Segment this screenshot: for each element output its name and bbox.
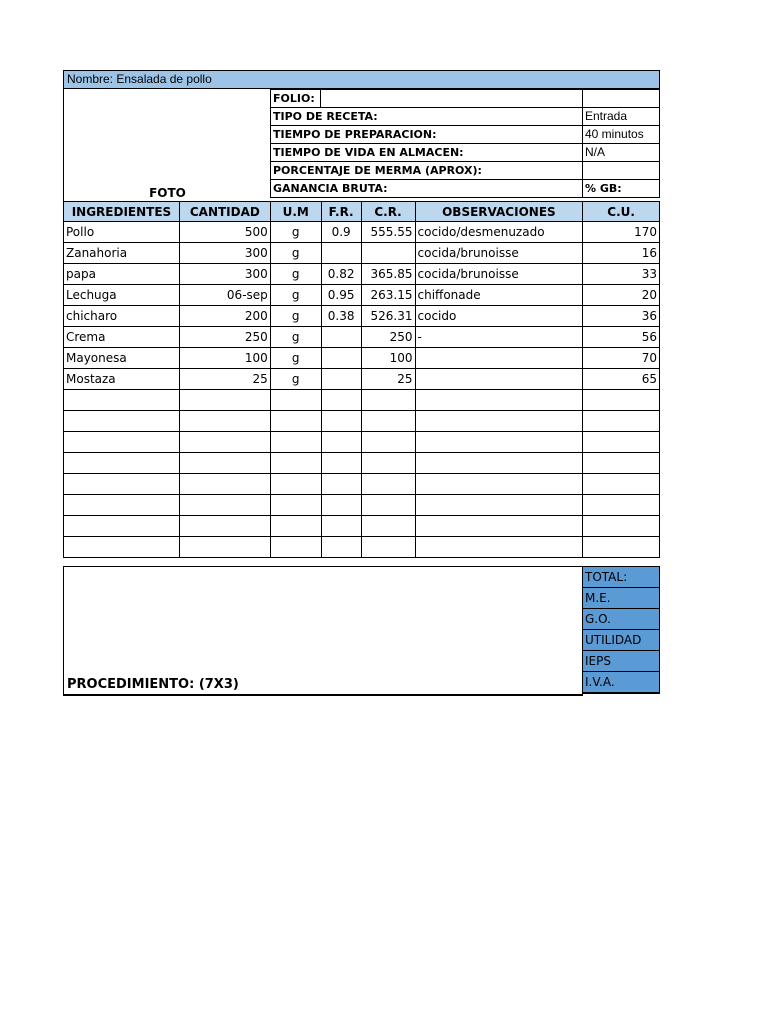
cantidad-cell[interactable] <box>179 411 270 432</box>
observaciones-cell[interactable] <box>415 348 583 369</box>
observaciones-cell[interactable] <box>415 432 583 453</box>
um-cell[interactable] <box>270 453 321 474</box>
ingrediente-cell[interactable] <box>64 411 180 432</box>
fr-cell[interactable]: 0.82 <box>321 264 361 285</box>
fr-cell[interactable]: 0.38 <box>321 306 361 327</box>
cantidad-cell[interactable] <box>179 474 270 495</box>
info-row-tiempo-prep <box>271 126 660 144</box>
observaciones-cell[interactable]: cocido/desmenuzado <box>415 222 583 243</box>
observaciones-cell[interactable] <box>415 390 583 411</box>
info-label: TIEMPO DE VIDA EN ALMACEN: <box>271 144 583 162</box>
cantidad-cell[interactable]: 300 <box>179 243 270 264</box>
fr-cell[interactable] <box>321 495 361 516</box>
fr-cell[interactable]: 0.9 <box>321 222 361 243</box>
utilidad-cell[interactable]: UTILIDAD <box>583 630 660 651</box>
fr-cell[interactable] <box>321 537 361 558</box>
info-value[interactable]: N/A <box>583 144 660 162</box>
cantidad-cell[interactable]: 100 <box>179 348 270 369</box>
me-cell[interactable]: M.E. <box>583 588 660 609</box>
um-cell[interactable] <box>270 495 321 516</box>
cr-cell[interactable]: 263.15 <box>361 285 415 306</box>
cr-cell[interactable]: 250 <box>361 327 415 348</box>
cantidad-cell[interactable]: 200 <box>179 306 270 327</box>
observaciones-cell[interactable]: chiffonade <box>415 285 583 306</box>
fr-cell[interactable] <box>321 369 361 390</box>
cu-cell[interactable]: 36 <box>583 306 660 327</box>
observaciones-cell[interactable] <box>415 537 583 558</box>
um-cell[interactable]: g <box>270 369 321 390</box>
um-cell[interactable] <box>270 516 321 537</box>
fr-cell[interactable] <box>321 432 361 453</box>
info-extra-cell[interactable] <box>583 90 660 108</box>
cantidad-cell[interactable]: 500 <box>179 222 270 243</box>
cr-cell[interactable] <box>361 453 415 474</box>
column-header-observaciones: OBSERVACIONES <box>415 202 583 222</box>
table-row <box>64 432 660 453</box>
info-value[interactable] <box>583 162 660 180</box>
cr-cell[interactable] <box>361 432 415 453</box>
cr-cell[interactable] <box>361 516 415 537</box>
table-row <box>64 243 660 264</box>
cantidad-cell[interactable] <box>179 516 270 537</box>
cr-cell[interactable] <box>361 243 415 264</box>
cr-cell[interactable]: 526.31 <box>361 306 415 327</box>
info-row-vida <box>271 144 660 162</box>
cu-cell[interactable] <box>583 537 660 558</box>
fr-cell[interactable] <box>321 516 361 537</box>
table-row <box>64 285 660 306</box>
cr-cell[interactable]: 100 <box>361 348 415 369</box>
um-cell[interactable]: g <box>270 306 321 327</box>
table-row <box>64 516 660 537</box>
procedure-area[interactable] <box>63 566 583 696</box>
table-row <box>64 495 660 516</box>
fr-cell[interactable] <box>321 243 361 264</box>
table-row <box>64 327 660 348</box>
column-header-cr: C.R. <box>361 202 415 222</box>
um-cell[interactable]: g <box>270 285 321 306</box>
ingredients-body <box>64 222 660 558</box>
cr-cell[interactable] <box>361 537 415 558</box>
ingrediente-cell[interactable] <box>64 474 180 495</box>
procedure-label: PROCEDIMIENTO: (7X3) <box>67 677 239 692</box>
info-row-ganancia <box>271 180 660 198</box>
info-label: GANANCIA BRUTA: <box>271 180 583 198</box>
cr-cell[interactable] <box>361 474 415 495</box>
info-value[interactable] <box>321 90 583 108</box>
cr-cell[interactable]: 25 <box>361 369 415 390</box>
um-cell[interactable] <box>270 390 321 411</box>
cu-cell[interactable] <box>583 495 660 516</box>
table-row <box>64 222 660 243</box>
go-cell[interactable]: G.O. <box>583 609 660 630</box>
observaciones-cell[interactable]: cocida/brunoisse <box>415 264 583 285</box>
ingrediente-cell[interactable] <box>64 453 180 474</box>
ingrediente-cell[interactable]: Crema <box>64 327 180 348</box>
observaciones-cell[interactable] <box>415 369 583 390</box>
info-value[interactable]: Entrada <box>583 108 660 126</box>
um-cell[interactable] <box>270 411 321 432</box>
cu-cell[interactable]: 70 <box>583 348 660 369</box>
table-row <box>64 453 660 474</box>
column-header-ingredientes: INGREDIENTES <box>64 202 180 222</box>
ingrediente-cell[interactable]: Pollo <box>64 222 180 243</box>
ingrediente-cell[interactable] <box>64 537 180 558</box>
cantidad-cell[interactable]: 25 <box>179 369 270 390</box>
info-row-merma <box>271 162 660 180</box>
info-label: TIPO DE RECETA: <box>271 108 583 126</box>
um-cell[interactable]: g <box>270 222 321 243</box>
ingrediente-cell[interactable]: chicharo <box>64 306 180 327</box>
photo-label: FOTO <box>149 186 186 200</box>
table-row <box>64 411 660 432</box>
ingrediente-cell[interactable]: Mostaza <box>64 369 180 390</box>
column-header-fr: F.R. <box>321 202 361 222</box>
um-cell[interactable]: g <box>270 327 321 348</box>
observaciones-cell[interactable] <box>415 474 583 495</box>
um-cell[interactable]: g <box>270 348 321 369</box>
observaciones-cell[interactable]: cocida/brunoisse <box>415 243 583 264</box>
iva-cell[interactable]: I.V.A. <box>583 672 660 694</box>
cantidad-cell[interactable] <box>179 453 270 474</box>
total-cell[interactable]: TOTAL: <box>583 567 660 588</box>
observaciones-cell[interactable] <box>415 516 583 537</box>
cu-cell[interactable] <box>583 390 660 411</box>
ingrediente-cell[interactable]: papa <box>64 264 180 285</box>
photo-area <box>63 89 271 202</box>
table-row <box>64 474 660 495</box>
um-cell[interactable]: g <box>270 264 321 285</box>
um-cell[interactable] <box>270 432 321 453</box>
cantidad-cell[interactable]: 06-sep <box>179 285 270 306</box>
ingrediente-cell[interactable] <box>64 516 180 537</box>
cu-cell[interactable] <box>583 411 660 432</box>
ingrediente-cell[interactable] <box>64 495 180 516</box>
table-row <box>64 264 660 285</box>
cu-cell[interactable] <box>583 516 660 537</box>
table-row <box>64 306 660 327</box>
info-label: PORCENTAJE DE MERMA (APROX): <box>271 162 583 180</box>
table-row <box>64 369 660 390</box>
column-header-cantidad: CANTIDAD <box>179 202 270 222</box>
um-cell[interactable]: g <box>270 243 321 264</box>
um-cell[interactable] <box>270 474 321 495</box>
cantidad-cell[interactable] <box>179 495 270 516</box>
fr-cell[interactable] <box>321 390 361 411</box>
observaciones-cell[interactable] <box>415 453 583 474</box>
cu-cell[interactable]: 170 <box>583 222 660 243</box>
cantidad-cell[interactable] <box>179 537 270 558</box>
cantidad-cell[interactable] <box>179 432 270 453</box>
cantidad-cell[interactable]: 250 <box>179 327 270 348</box>
fr-cell[interactable] <box>321 327 361 348</box>
cr-cell[interactable] <box>361 390 415 411</box>
cantidad-cell[interactable]: 300 <box>179 264 270 285</box>
ingrediente-cell[interactable]: Lechuga <box>64 285 180 306</box>
info-value[interactable]: % GB: <box>583 180 660 198</box>
fr-cell[interactable] <box>321 411 361 432</box>
recipe-info-table <box>270 89 660 198</box>
info-value[interactable]: 40 minutos <box>583 126 660 144</box>
table-row <box>64 390 660 411</box>
column-header-um: U.M <box>270 202 321 222</box>
ingredients-table <box>63 201 660 558</box>
observaciones-cell[interactable]: cocido <box>415 306 583 327</box>
ingrediente-cell[interactable]: Mayonesa <box>64 348 180 369</box>
observaciones-cell[interactable] <box>415 411 583 432</box>
cr-cell[interactable]: 555.55 <box>361 222 415 243</box>
cr-cell[interactable]: 365.85 <box>361 264 415 285</box>
cu-cell[interactable] <box>583 474 660 495</box>
totals-table <box>582 566 660 694</box>
fr-cell[interactable]: 0.95 <box>321 285 361 306</box>
column-header-cu: C.U. <box>583 202 660 222</box>
recipe-name-cell[interactable]: Nombre: Ensalada de pollo <box>63 70 660 89</box>
info-row-folio <box>271 90 660 108</box>
info-row-tipo <box>271 108 660 126</box>
cantidad-cell[interactable] <box>179 390 270 411</box>
fr-cell[interactable] <box>321 474 361 495</box>
table-row <box>64 537 660 558</box>
observaciones-cell[interactable]: - <box>415 327 583 348</box>
fr-cell[interactable] <box>321 348 361 369</box>
ingrediente-cell[interactable]: Zanahoria <box>64 243 180 264</box>
um-cell[interactable] <box>270 537 321 558</box>
cu-cell[interactable]: 16 <box>583 243 660 264</box>
table-row <box>64 348 660 369</box>
table-header-row <box>64 202 660 222</box>
cu-cell[interactable] <box>583 432 660 453</box>
cr-cell[interactable] <box>361 411 415 432</box>
ieps-cell[interactable]: IEPS <box>583 651 660 672</box>
observaciones-cell[interactable] <box>415 495 583 516</box>
ingrediente-cell[interactable] <box>64 390 180 411</box>
cu-cell[interactable]: 56 <box>583 327 660 348</box>
cu-cell[interactable] <box>583 453 660 474</box>
info-label: FOLIO: <box>271 90 321 108</box>
cr-cell[interactable] <box>361 495 415 516</box>
cu-cell[interactable]: 65 <box>583 369 660 390</box>
ingrediente-cell[interactable] <box>64 432 180 453</box>
cu-cell[interactable]: 33 <box>583 264 660 285</box>
cu-cell[interactable]: 20 <box>583 285 660 306</box>
fr-cell[interactable] <box>321 453 361 474</box>
info-label: TIEMPO DE PREPARACION: <box>271 126 583 144</box>
